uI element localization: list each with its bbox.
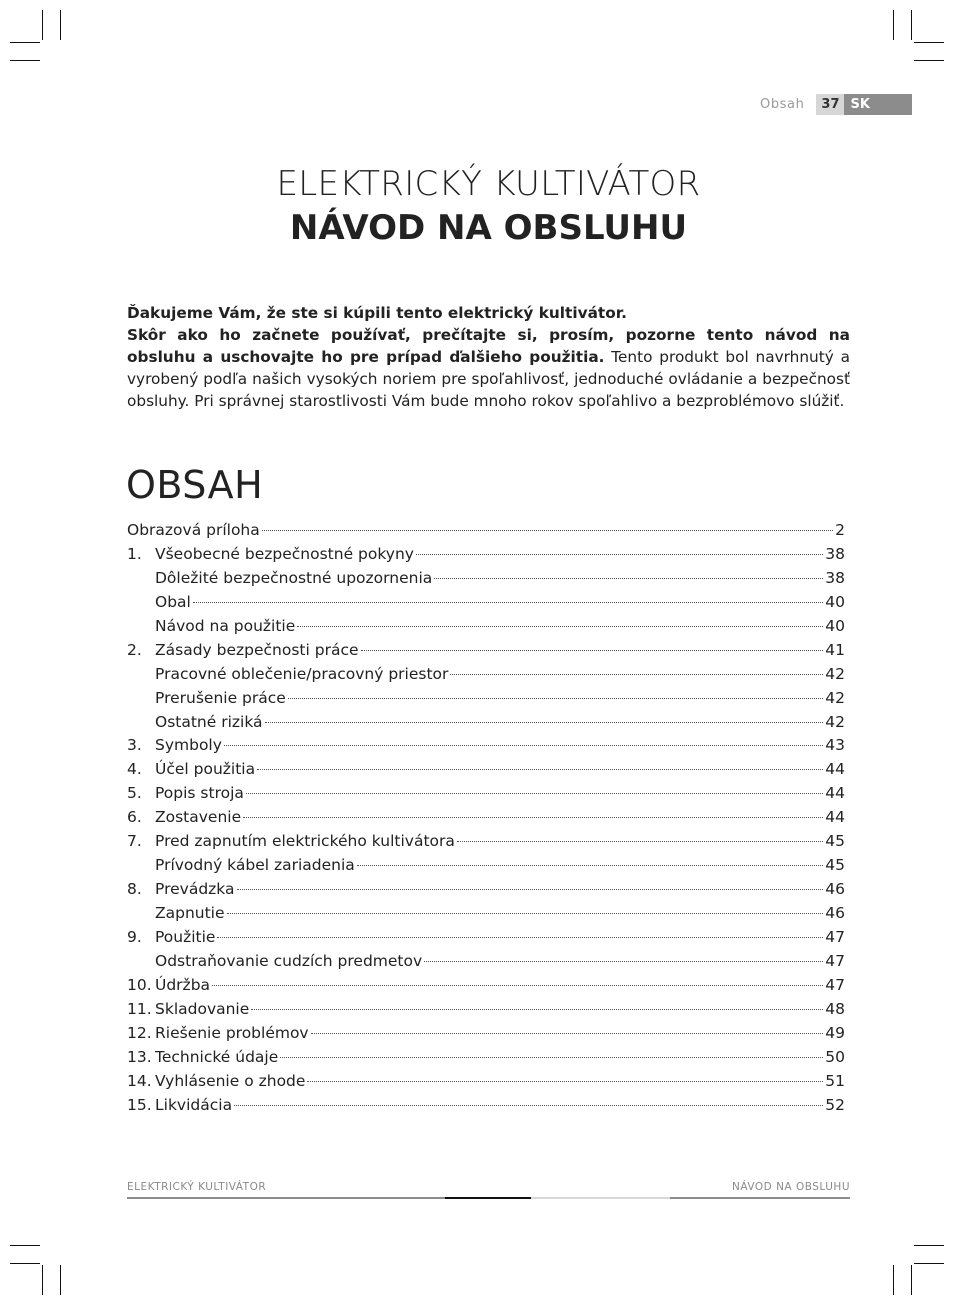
- crop-mark: [893, 10, 894, 40]
- toc-leader-dots: [246, 793, 823, 794]
- title-manual: NÁVOD NA OBSLUHU: [289, 208, 688, 248]
- crop-mark: [911, 1265, 912, 1295]
- toc-leader-dots: [193, 602, 823, 603]
- toc-entry-page: 46: [825, 904, 845, 922]
- toc-leader-dots: [234, 1105, 823, 1106]
- toc-entry[interactable]: [127, 760, 845, 784]
- crop-mark: [60, 10, 61, 40]
- toc-entry-title: Všeobecné bezpečnostné pokyny: [155, 544, 414, 563]
- toc-leader-dots: [243, 817, 823, 818]
- toc-entry[interactable]: [127, 689, 845, 713]
- toc-entry-title: Údržba: [155, 975, 211, 994]
- toc-leader-dots: [357, 865, 823, 866]
- toc-entry[interactable]: [127, 856, 845, 880]
- table-of-contents: [127, 521, 845, 1119]
- toc-leader-dots: [457, 841, 823, 842]
- toc-entry-page: 42: [825, 688, 845, 707]
- toc-entry-page: 38: [825, 544, 845, 563]
- toc-entry-page: 44: [825, 808, 845, 827]
- toc-entry-page: 47: [825, 975, 845, 994]
- toc-entry[interactable]: [127, 545, 845, 569]
- toc-entry[interactable]: [127, 784, 845, 808]
- toc-entry-number: 5.: [127, 784, 142, 803]
- toc-entry-number: 4.: [127, 760, 142, 779]
- crop-mark: [914, 42, 944, 43]
- toc-entry-title: Odstraňovanie cudzích predmetov: [155, 951, 423, 970]
- toc-entry[interactable]: [127, 1072, 845, 1096]
- toc-leader-dots: [307, 1081, 823, 1082]
- toc-entry-title: Riešenie problémov: [155, 1023, 309, 1042]
- toc-entry-page: 47: [825, 951, 845, 970]
- toc-entry[interactable]: [127, 1048, 845, 1072]
- toc-entry-page: 45: [825, 856, 845, 875]
- section-label: Obsah: [760, 97, 805, 112]
- toc-entry[interactable]: [127, 665, 845, 689]
- toc-entry[interactable]: [127, 569, 845, 593]
- intro-text: Tento produkt bol navrhnutý a vyrobený podľa našich vysokých noriem pre spoľahlivosť, jednoduché ovládanie a bezpečnosť obsluhy. Pri správnej starostlivosti Vám bude mnoho rokov spoľahlivo a bezproblémovo slúžiť.: [127, 348, 850, 410]
- toc-entry-number: 6.: [127, 808, 142, 827]
- toc-entry-title: Pracovné oblečenie/pracovný priestor: [155, 664, 449, 683]
- toc-leader-dots: [262, 530, 833, 531]
- toc-leader-dots: [257, 769, 823, 770]
- toc-entry-number: 11.: [127, 999, 152, 1018]
- footer-product: ELEKTRICKÝ KULTIVÁTOR: [127, 1181, 267, 1193]
- toc-entry-title: Obrazová príloha: [127, 521, 260, 539]
- footer-manual: NÁVOD NA OBSLUHU: [732, 1181, 850, 1193]
- crop-mark: [914, 60, 944, 61]
- toc-entry-page: 44: [825, 784, 845, 803]
- toc-entry[interactable]: [127, 832, 845, 856]
- toc-entry-page: 46: [825, 880, 845, 899]
- intro-thanks: Ďakujeme Vám, že ste si kúpili tento elektrický kultivátor.: [127, 304, 627, 322]
- toc-entry-title: Popis stroja: [155, 784, 244, 803]
- toc-heading: OBSAH: [126, 463, 264, 507]
- crop-mark: [10, 42, 40, 43]
- toc-entry-page: 41: [825, 640, 845, 659]
- document-title: [127, 162, 850, 250]
- toc-entry[interactable]: [127, 736, 845, 760]
- toc-leader-dots: [212, 985, 823, 986]
- toc-leader-dots: [434, 578, 823, 579]
- toc-entry-title: Použitie: [155, 927, 216, 946]
- crop-mark: [914, 1263, 944, 1264]
- toc-leader-dots: [311, 1033, 824, 1034]
- toc-leader-dots: [251, 1009, 823, 1010]
- intro-instruction: Skôr ako ho začnete používať, prečítajte si, prosím, pozorne tento návod na obsluhu a uschovajte ho pre prípad ďalšieho použitia.: [127, 326, 850, 366]
- toc-entry-title: Likvidácia: [155, 1095, 233, 1114]
- toc-leader-dots: [280, 1057, 823, 1058]
- toc-entry-number: 12.: [127, 1023, 152, 1042]
- toc-entry-title: Technické údaje: [155, 1047, 279, 1066]
- toc-entry-number: 3.: [127, 736, 142, 755]
- toc-entry[interactable]: [127, 713, 845, 737]
- intro-paragraph: [127, 302, 850, 412]
- language-badge: SK: [844, 94, 912, 115]
- toc-entry-title: Účel použitia: [155, 760, 256, 779]
- footer-rule: [127, 1197, 850, 1199]
- toc-entry-title: Zapnutie: [155, 904, 225, 922]
- crop-mark: [10, 60, 40, 61]
- toc-leader-dots: [288, 698, 823, 699]
- crop-mark: [914, 1245, 944, 1246]
- page-number: 37: [816, 94, 844, 115]
- toc-entry[interactable]: [127, 904, 845, 928]
- toc-leader-dots: [227, 913, 824, 914]
- toc-entry-page: 51: [825, 1071, 845, 1090]
- toc-entry[interactable]: [127, 1024, 845, 1048]
- toc-entry-title: Zásady bezpečnosti práce: [155, 640, 359, 659]
- toc-leader-dots: [361, 650, 824, 651]
- toc-entry[interactable]: [127, 1000, 845, 1024]
- toc-leader-dots: [450, 674, 823, 675]
- toc-leader-dots: [424, 961, 823, 962]
- toc-entry-title: Pred zapnutím elektrického kultivátora: [155, 832, 455, 851]
- toc-entry-page: 40: [825, 592, 845, 611]
- toc-entry-page: 42: [825, 712, 845, 731]
- toc-entry-title: Prevádzka: [155, 880, 235, 899]
- crop-mark: [42, 10, 43, 40]
- toc-entry-title: Symboly: [155, 736, 222, 755]
- toc-entry-title: Návod na použitie: [155, 616, 296, 635]
- crop-mark: [10, 1245, 40, 1246]
- toc-entry[interactable]: [127, 880, 845, 904]
- toc-entry-page: 42: [825, 664, 845, 683]
- toc-entry-page: 40: [825, 616, 845, 635]
- toc-entry-page: 47: [825, 927, 845, 946]
- title-product: ELEKTRICKÝ KULTIVÁTOR: [276, 164, 701, 204]
- toc-entry-title: Prerušenie práce: [155, 688, 286, 707]
- toc-entry-number: 2.: [127, 640, 142, 659]
- toc-entry[interactable]: [127, 952, 845, 976]
- toc-leader-dots: [224, 745, 823, 746]
- toc-entry-page: 2: [835, 521, 845, 539]
- toc-entry-page: 49: [825, 1023, 845, 1042]
- toc-entry[interactable]: [127, 593, 845, 617]
- toc-leader-dots: [297, 626, 823, 627]
- toc-entry[interactable]: [127, 641, 845, 665]
- crop-mark: [10, 1263, 40, 1264]
- crop-mark: [42, 1265, 43, 1295]
- toc-entry[interactable]: [127, 928, 845, 952]
- toc-leader-dots: [237, 889, 824, 890]
- toc-entry-page: 48: [825, 999, 845, 1018]
- toc-entry-page: 43: [825, 736, 845, 755]
- crop-mark: [911, 10, 912, 40]
- toc-entry[interactable]: [127, 808, 845, 832]
- toc-entry-title: Vyhlásenie o zhode: [155, 1071, 306, 1090]
- toc-entry[interactable]: [127, 521, 845, 545]
- toc-entry-title: Obal: [155, 592, 191, 611]
- toc-entry-number: 10.: [127, 975, 152, 994]
- page-header: [760, 94, 912, 115]
- crop-mark: [60, 1265, 61, 1295]
- toc-entry-number: 1.: [127, 544, 142, 563]
- toc-entry-number: 9.: [127, 927, 142, 946]
- toc-entry-title: Prívodný kábel zariadenia: [155, 856, 355, 875]
- toc-entry-number: 8.: [127, 880, 142, 899]
- toc-entry[interactable]: [127, 617, 845, 641]
- toc-entry-number: 14.: [127, 1071, 152, 1090]
- toc-entry-page: 45: [825, 832, 845, 851]
- toc-entry-number: 13.: [127, 1047, 152, 1066]
- crop-mark: [893, 1265, 894, 1295]
- toc-entry-title: Skladovanie: [155, 999, 250, 1018]
- toc-leader-dots: [416, 554, 823, 555]
- toc-entry[interactable]: [127, 976, 845, 1000]
- toc-entry-page: 38: [825, 568, 845, 587]
- toc-entry-number: 7.: [127, 832, 142, 851]
- toc-entry[interactable]: [127, 1096, 845, 1120]
- toc-entry-page: 52: [825, 1095, 845, 1114]
- toc-entry-title: Ostatné riziká: [155, 712, 263, 731]
- toc-entry-title: Zostavenie: [155, 808, 242, 827]
- toc-leader-dots: [217, 937, 823, 938]
- toc-entry-page: 50: [825, 1047, 845, 1066]
- toc-entry-number: 15.: [127, 1095, 152, 1114]
- toc-entry-page: 44: [825, 760, 845, 779]
- toc-leader-dots: [265, 722, 824, 723]
- toc-entry-title: Dôležité bezpečnostné upozornenia: [155, 568, 433, 587]
